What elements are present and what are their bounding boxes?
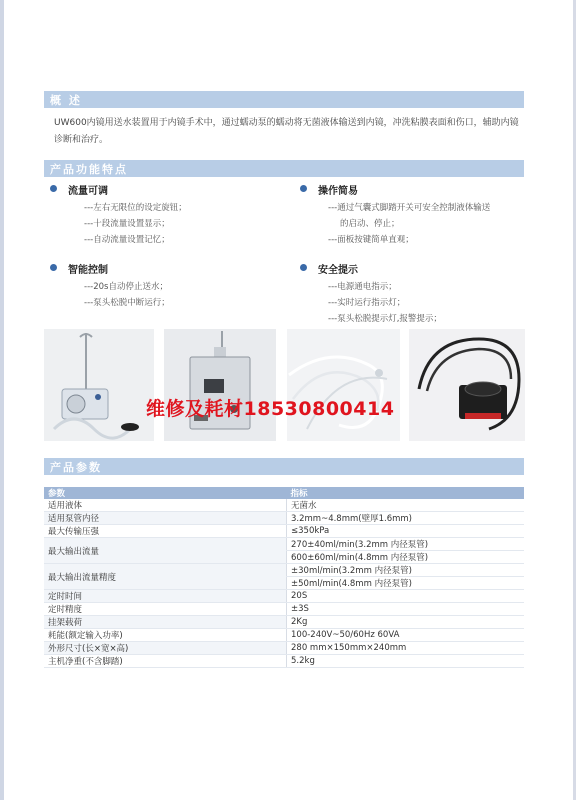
feature-line: ---电源通电指示； (328, 282, 397, 292)
pump-unit-photo (44, 329, 154, 441)
features-section-bar (44, 160, 524, 177)
feature-title: 流量可调 (68, 186, 108, 197)
feature-line: ---面板按键简单直观； (328, 235, 414, 245)
repair-contact-watermark: 维修及耗材18530800414 (146, 398, 395, 420)
param-column-header: 参数 (44, 487, 287, 499)
feature-line: ---十段流量设置显示； (84, 219, 170, 229)
param-value: 2Kg (287, 616, 525, 629)
overview-text: UW600内镜用送水装置用于内镜手术中，通过蠕动泵的蠕动将无菌液体输送到内镜，冲洗粘膜表面和伤口，辅助内镜诊断和治疗。 (54, 118, 519, 145)
foot-switch-photo (409, 329, 525, 441)
param-name: 挂架载荷 (44, 616, 287, 629)
param-value: ±30ml/min(3.2mm 内径泵管) (287, 564, 525, 577)
table-row (44, 525, 524, 538)
page-edge-left (0, 0, 4, 800)
param-name: 外形尺寸(长×宽×高) (44, 642, 287, 655)
table-row (44, 629, 524, 642)
param-value: 5.2kg (287, 655, 525, 668)
param-value: ±50ml/min(4.8mm 内径泵管) (287, 577, 525, 590)
feature-line: ---自动流量设置记忆； (84, 235, 170, 245)
feature-lines (328, 200, 490, 248)
param-value: 3.2mm~4.8mm(壁厚1.6mm) (287, 512, 525, 525)
param-value: ±3S (287, 603, 525, 616)
feature-lines (84, 200, 187, 248)
overview-section-bar (44, 91, 524, 108)
param-value: ≤350kPa (287, 525, 525, 538)
feature-title: 智能控制 (68, 265, 108, 276)
param-value: 100-240V~50/60Hz 60VA (287, 629, 525, 642)
feature-line: ---左右无限位的设定旋钮； (84, 203, 187, 213)
param-name: 主机净重(不含脚踏) (44, 655, 287, 668)
param-name: 最大输出流量 (44, 538, 287, 564)
feature-title: 安全提示 (318, 265, 358, 276)
table-row (44, 512, 524, 525)
table-row (44, 655, 524, 668)
table-row (44, 616, 524, 629)
tubing-photo (287, 329, 400, 441)
param-name: 最大传输压强 (44, 525, 287, 538)
params-header-row (44, 487, 524, 499)
param-name: 适用泵管内径 (44, 512, 287, 525)
param-name: 最大输出流量精度 (44, 564, 287, 590)
param-value: 20S (287, 590, 525, 603)
bullet-icon (300, 264, 307, 271)
table-row (44, 538, 524, 551)
overview-title: 概 述 (50, 94, 82, 107)
param-name: 定时精度 (44, 603, 287, 616)
table-row (44, 499, 524, 512)
feature-lines (84, 279, 170, 311)
feature-line: ---实时运行指示灯； (328, 298, 406, 308)
table-row (44, 603, 524, 616)
feature-line: 的启动、停止； (340, 219, 400, 229)
param-value: 600±60ml/min(4.8mm 内径泵管) (287, 551, 525, 564)
param-value: 270±40ml/min(3.2mm 内径泵管) (287, 538, 525, 551)
bullet-icon (50, 264, 57, 271)
param-name: 定时时间 (44, 590, 287, 603)
table-row (44, 564, 524, 577)
value-column-header: 指标 (287, 487, 525, 499)
table-row (44, 590, 524, 603)
bullet-icon (300, 185, 307, 192)
feature-line: ---泵头松脱提示灯,报警提示； (328, 314, 442, 324)
pump-back-photo (164, 329, 276, 441)
param-value: 无菌水 (287, 499, 525, 512)
param-value: 280 mm×150mm×240mm (287, 642, 525, 655)
feature-title: 操作简易 (318, 186, 358, 197)
features-title: 产品功能特点 (50, 163, 128, 176)
feature-line: ---通过气囊式脚踏开关可安全控制液体输送 (328, 203, 491, 213)
bullet-icon (50, 185, 57, 192)
params-title: 产品参数 (50, 461, 102, 474)
param-name: 耗能(额定输入功率) (44, 629, 287, 642)
params-table (44, 487, 524, 668)
feature-line: ---20s自动停止送水； (84, 282, 168, 292)
feature-line: ---泵头松脱中断运行； (84, 298, 170, 308)
table-row (44, 642, 524, 655)
params-section-bar (44, 458, 524, 475)
feature-lines (328, 279, 442, 327)
param-name: 适用液体 (44, 499, 287, 512)
